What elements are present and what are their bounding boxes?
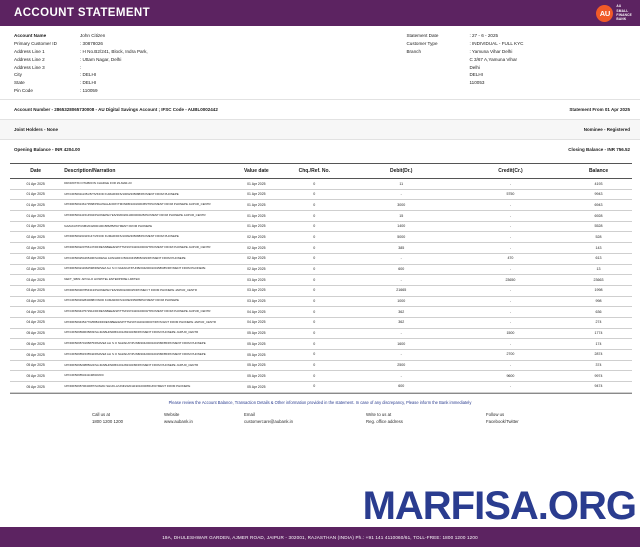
joint-holders-band bbox=[0, 119, 640, 139]
table-cell-date: 01 Apr 2025 bbox=[10, 189, 61, 200]
table-cell-value-date: 05 Apr 2025 bbox=[231, 381, 282, 392]
table-cell-chq: 0 bbox=[282, 285, 347, 296]
table-cell-chq: 0 bbox=[282, 200, 347, 211]
table-column-header: Debit(Dr.) bbox=[347, 164, 456, 179]
table-cell-debit: 21665 bbox=[347, 285, 456, 296]
table-column-header: Description/Narration bbox=[61, 164, 230, 179]
footer-column bbox=[366, 411, 486, 425]
table-header bbox=[10, 164, 632, 179]
table-cell-chq: 0 bbox=[282, 264, 347, 275]
table-cell-narration: UPI/DR/509141514504/PHONEPE/YES/39/002611000000025/PAYMENT FROM PHONEPE JAIPUR_CENTR bbox=[61, 211, 230, 222]
table-cell-chq: 0 bbox=[282, 328, 347, 339]
table-cell-chq: 0 bbox=[282, 211, 347, 222]
table-cell-value-date: 02 Apr 2025 bbox=[231, 264, 282, 275]
footer-column bbox=[164, 411, 244, 425]
table-cell-value-date: 01 Apr 2025 bbox=[231, 221, 282, 232]
table-cell-balance: 174 bbox=[565, 339, 632, 350]
info-label: Statement Date bbox=[406, 33, 439, 38]
table-cell-chq: 0 bbox=[282, 189, 347, 200]
table-cell-narration: UPI/CR/509599635833/SA.IRABHI/NDB/1001282334/86/PAYMENT FROM PHONEPE JAIPUR_CENTR bbox=[61, 328, 230, 339]
table-cell-narration: UPI/DR/509520885024/SA.IRABHI/NDB/1001282334/86/PAYMENT FROM PHONEPE JAIPUR_CENTR bbox=[61, 360, 230, 371]
table-cell-narration: UPI/DR/509570640087/SUMAN SHUKLA/UNIN/2201119010000651/PAYMENT FROM PHONEPE bbox=[61, 381, 230, 392]
account-info-row bbox=[14, 32, 406, 40]
table-cell-credit: - bbox=[456, 381, 565, 392]
table-column-header: Credit(Cr.) bbox=[456, 164, 565, 179]
info-label: Address Line 2 bbox=[14, 56, 45, 62]
info-value: : DELHI bbox=[80, 72, 97, 78]
statement-from-text: Statement From 01 Apr 2025 bbox=[569, 107, 630, 113]
table-cell-credit: - bbox=[456, 307, 565, 318]
account-number-band bbox=[0, 99, 640, 119]
page-title: ACCOUNT STATEMENT bbox=[14, 7, 151, 19]
table-cell-narration: UPI/CR/509254465406/SUDESH JAIN/HDFC/50100435865/029/PAYMENT FROM PHONEPE bbox=[61, 253, 230, 264]
footer-column bbox=[486, 411, 576, 425]
joint-holders-text: Joint Holders - None bbox=[14, 127, 59, 133]
table-cell-date: 01 Apr 2025 bbox=[10, 211, 61, 222]
table-cell-debit: 11 bbox=[347, 179, 456, 190]
table-row bbox=[10, 328, 632, 339]
table-cell-value-date: 01 Apr 2025 bbox=[231, 179, 282, 190]
table-cell-chq: 0 bbox=[282, 179, 347, 190]
table-cell-value-date: 04 Apr 2025 bbox=[231, 317, 282, 328]
table-cell-chq: 0 bbox=[282, 243, 347, 254]
info-value: : DELHI bbox=[80, 80, 97, 86]
table-row bbox=[10, 371, 632, 382]
footer-contact-strip bbox=[0, 409, 640, 428]
table-cell-credit: - bbox=[456, 285, 565, 296]
table-cell-chq: 0 bbox=[282, 349, 347, 360]
table-cell-debit: - bbox=[347, 253, 456, 264]
table-cell-date: 01 Apr 2025 bbox=[10, 200, 61, 211]
table-cell-narration: UPI/DR/509211962598/PARVEZ ALI S O NAZAKAT/PUNB/20420001001586/85/PAYMENT FROM PHONEPE bbox=[61, 264, 230, 275]
info-value: John Citizen bbox=[80, 33, 106, 38]
table-cell-credit: - bbox=[456, 360, 565, 371]
table-cell-value-date: 03 Apr 2025 bbox=[231, 275, 282, 286]
info-label: Pin Code bbox=[14, 88, 33, 94]
table-cell-narration: UPI/CR/509447572912/DFRESSBEE/ESP/TTM/1974420100000/TPAYMENT FROM PHONEPE JAIPUR_CENTR bbox=[61, 307, 230, 318]
footer-column-value[interactable]: customercare@aubank.in bbox=[244, 419, 294, 425]
branch-address-line: 110053 bbox=[469, 80, 485, 86]
table-cell-balance: 13 bbox=[565, 264, 632, 275]
table-cell-chq: 0 bbox=[282, 221, 347, 232]
table-cell-chq: 0 bbox=[282, 296, 347, 307]
table-cell-narration: UPI/CR/509553441198/0/0/0/0 bbox=[61, 371, 230, 382]
table-cell-chq: 0 bbox=[282, 253, 347, 264]
info-label: Address Line 3 bbox=[14, 64, 45, 70]
info-value: : H No.B2/241, Block, Indra Park, bbox=[80, 48, 148, 54]
table-cell-credit: - bbox=[456, 317, 565, 328]
account-info-right bbox=[406, 32, 630, 95]
info-label: Primary Customer ID bbox=[14, 40, 57, 46]
table-cell-date: 03 Apr 2025 bbox=[10, 285, 61, 296]
table-column-header: Chq./Ref. No. bbox=[282, 164, 347, 179]
table-cell-credit: - bbox=[456, 296, 565, 307]
footer-column-heading: Website bbox=[164, 412, 180, 418]
table-cell-credit: - bbox=[456, 264, 565, 275]
table-cell-value-date: 01 Apr 2025 bbox=[231, 189, 282, 200]
account-info-row bbox=[14, 40, 406, 48]
info-label: Address Line 1 bbox=[14, 48, 45, 54]
table-cell-narration: UPI/DR/509435477025884/DFRESSBEE/ESP/TTM/19744201000007/PAYM ENT FROM PHONEPE JAIPUR_CENTR bbox=[61, 317, 230, 328]
table-cell-chq: 0 bbox=[282, 317, 347, 328]
table-cell-value-date: 03 Apr 2025 bbox=[231, 285, 282, 296]
footer-column-value: Facebook/Twitter bbox=[486, 419, 519, 425]
table-cell-balance: 23663 bbox=[565, 275, 632, 286]
table-cell-debit: - bbox=[347, 349, 456, 360]
table-cell-value-date: 02 Apr 2025 bbox=[231, 232, 282, 243]
table-cell-date: 02 Apr 2025 bbox=[10, 264, 61, 275]
table-row bbox=[10, 360, 632, 371]
table-row bbox=[10, 232, 632, 243]
table-cell-balance: 9974 bbox=[565, 371, 632, 382]
table-cell-value-date: 01 Apr 2025 bbox=[231, 211, 282, 222]
table-row bbox=[10, 381, 632, 392]
table-row bbox=[10, 200, 632, 211]
info-label: Branch bbox=[406, 48, 422, 54]
footer-address-bar bbox=[0, 527, 640, 547]
table-cell-credit: 2700 bbox=[456, 349, 565, 360]
table-cell-debit: 1400 bbox=[347, 221, 456, 232]
table-cell-credit: 23650 bbox=[456, 275, 565, 286]
account-info-row bbox=[14, 48, 406, 56]
table-cell-debit: 2500 bbox=[347, 360, 456, 371]
table-cell-balance: 636 bbox=[565, 307, 632, 318]
table-row bbox=[10, 296, 632, 307]
table-cell-value-date: 01 Apr 2025 bbox=[231, 200, 282, 211]
table-cell-narration: UPI/DR/509307854313/PHONEPE/YES/39/002200025/PAYMEN T FROM PHONEPE JAIPUR_CENTR bbox=[61, 285, 230, 296]
table-cell-value-date: 03 Apr 2025 bbox=[231, 296, 282, 307]
opening-balance-text: Opening Balance - INR 4204.00 bbox=[14, 147, 81, 153]
info-label: State bbox=[14, 80, 25, 86]
table-cell-value-date: 02 Apr 2025 bbox=[231, 253, 282, 264]
account-info-row bbox=[14, 71, 406, 79]
table-cell-debit: - bbox=[347, 371, 456, 382]
footer-column bbox=[244, 411, 366, 425]
account-info-row bbox=[406, 32, 630, 40]
table-row bbox=[10, 243, 632, 254]
table-cell-debit: 5000 bbox=[347, 232, 456, 243]
table-cell-date: 02 Apr 2025 bbox=[10, 243, 61, 254]
table-cell-balance: 9943 bbox=[565, 189, 632, 200]
table-cell-date: 04 Apr 2025 bbox=[10, 307, 61, 318]
table-cell-date: 01 Apr 2025 bbox=[10, 179, 61, 190]
table-cell-narration: UPI/DR/509233115147/VINOD KUMAR/DFS/10092335088/PAYMENT FROM PHONEPE bbox=[61, 232, 230, 243]
branch-address-line: Delhi bbox=[469, 64, 480, 70]
table-cell-narration: NEFT_SBIN: APOLLO HOSPITEL ENTERPRISE LIMITED bbox=[61, 275, 230, 286]
info-label: Customer Type bbox=[406, 40, 438, 46]
bank-logo-text: AU SMALL FINANCE BANK bbox=[616, 4, 632, 22]
table-cell-value-date: 05 Apr 2025 bbox=[231, 360, 282, 371]
table-cell-date: 05 Apr 2025 bbox=[10, 381, 61, 392]
table-cell-debit: 1000 bbox=[347, 296, 456, 307]
transaction-table-section bbox=[0, 159, 640, 393]
footer-address-text: 19A, DHULESHWAR GARDEN, AJMER ROAD, JAIPUR - 302001, RAJASTHAN (INDIA) Ph.: +91 141 4110060/61, TOLL-FREE: 1800 1200 1200 bbox=[162, 534, 478, 540]
table-cell-balance: 613 bbox=[565, 253, 632, 264]
table-row bbox=[10, 211, 632, 222]
account-info-row bbox=[406, 48, 630, 56]
table-cell-date: 03 Apr 2025 bbox=[10, 296, 61, 307]
table-cell-chq: 0 bbox=[282, 275, 347, 286]
table-cell-credit: - bbox=[456, 243, 565, 254]
table-cell-debit: - bbox=[347, 328, 456, 339]
table-cell-debit: 385 bbox=[347, 243, 456, 254]
table-cell-narration: NAZAKAT/PUNB/20420001001586/85/PAYMENT FROM PHONEPE bbox=[61, 221, 230, 232]
account-info-row bbox=[14, 79, 406, 87]
footer-column-heading: Follow us bbox=[486, 412, 505, 418]
table-cell-balance: 9474 bbox=[565, 381, 632, 392]
table-cell-debit: 15 bbox=[347, 211, 456, 222]
table-cell-chq: 0 bbox=[282, 307, 347, 318]
table-cell-balance: 143 bbox=[565, 243, 632, 254]
footer-column-value: 1800 1200 1200 bbox=[92, 419, 124, 425]
table-cell-chq: 0 bbox=[282, 360, 347, 371]
account-info-row bbox=[406, 40, 630, 48]
account-number-text: Account Number - 2865328065730008 - AU Digital Savings Account ; IFSC Code - AUBL0002442 bbox=[14, 107, 218, 113]
branch-address-line: DELHI bbox=[469, 72, 483, 78]
table-cell-date: 02 Apr 2025 bbox=[10, 253, 61, 264]
table-row bbox=[10, 349, 632, 360]
table-cell-credit: 470 bbox=[456, 253, 565, 264]
table-cell-date: 01 Apr 2025 bbox=[10, 221, 61, 232]
disclaimer-text: Please review the Account Balance, Transaction Details & Other information provided in the statement. In case of any discrepancy, Please inform the Bank immediately bbox=[168, 399, 472, 405]
table-cell-credit: - bbox=[456, 339, 565, 350]
table-cell-value-date: 05 Apr 2025 bbox=[231, 371, 282, 382]
info-value: : Uttam Nagar, Delhi bbox=[80, 56, 122, 62]
table-cell-balance: 1774 bbox=[565, 328, 632, 339]
table-cell-balance: 528 bbox=[565, 232, 632, 243]
table-column-header: Value date bbox=[231, 164, 282, 179]
table-cell-credit: - bbox=[456, 179, 565, 190]
table-cell-narration: UPI/DR/509570195875/PARVEZ ALI S O NAZAKAT/PUNB/20420001001586/85/PAYMENT FROM PHONEPE bbox=[61, 339, 230, 350]
table-cell-credit: 1500 bbox=[456, 328, 565, 339]
table-cell-debit: 362 bbox=[347, 317, 456, 328]
info-value: : 27 - 6 - 2025 bbox=[469, 33, 499, 38]
table-cell-narration: UPI/CR/509111351/5/TIVINOD KUMAR/DFS/10092335088/PAYMENT FROM PHONEPE bbox=[61, 189, 230, 200]
info-value: : 110059 bbox=[80, 88, 98, 94]
table-cell-debit: 600 bbox=[347, 381, 456, 392]
table-column-header: Balance bbox=[565, 164, 632, 179]
au-logo-icon: AU bbox=[596, 5, 613, 22]
table-cell-narration: UPI/DR/509220756147/DFRESSBEE/ESP/TTM/1974420100000/TPAYMENT FROM PHONEPE JAIPUR_CENTR bbox=[61, 243, 230, 254]
table-cell-balance: 998 bbox=[565, 296, 632, 307]
table-row bbox=[10, 221, 632, 232]
table-cell-debit: 1600 bbox=[347, 339, 456, 350]
account-info-left bbox=[14, 32, 406, 95]
table-cell-chq: 0 bbox=[282, 232, 347, 243]
transaction-table bbox=[10, 163, 632, 392]
table-cell-credit: - bbox=[456, 232, 565, 243]
table-cell-chq: 0 bbox=[282, 339, 347, 350]
table-cell-narration: UPI/CR/509551535542/PARVEZ ALI S O NAZAKAT/PUNB/20420001001586/85/PAYMENT FROM PHONEPE bbox=[61, 349, 230, 360]
table-header-row bbox=[10, 164, 632, 179]
account-info-section bbox=[0, 26, 640, 99]
closing-balance-text: Closing Balance - INR 756.52 bbox=[568, 147, 630, 153]
table-cell-date: 05 Apr 2025 bbox=[10, 349, 61, 360]
table-cell-date: 05 Apr 2025 bbox=[10, 328, 61, 339]
table-cell-date: 05 Apr 2025 bbox=[10, 339, 61, 350]
table-row bbox=[10, 253, 632, 264]
table-cell-debit: - bbox=[347, 189, 456, 200]
table-cell-credit: - bbox=[456, 200, 565, 211]
table-row bbox=[10, 339, 632, 350]
table-row bbox=[10, 275, 632, 286]
table-cell-balance: 6928 bbox=[565, 211, 632, 222]
table-cell-date: 02 Apr 2025 bbox=[10, 232, 61, 243]
table-cell-balance: 5528 bbox=[565, 221, 632, 232]
table-cell-value-date: 05 Apr 2025 bbox=[231, 349, 282, 360]
info-value: : Yamuna Vihar Delhi bbox=[469, 48, 513, 54]
table-cell-debit: 600 bbox=[347, 264, 456, 275]
balance-band bbox=[0, 139, 640, 159]
table-cell-balance: 374 bbox=[565, 360, 632, 371]
footer-column bbox=[92, 411, 164, 425]
table-column-header: Date bbox=[10, 164, 61, 179]
table-cell-debit: - bbox=[347, 275, 456, 286]
table-row bbox=[10, 179, 632, 190]
bank-logo bbox=[596, 4, 632, 21]
table-cell-chq: 0 bbox=[282, 381, 347, 392]
footer-column-heading: Write to us at bbox=[366, 412, 392, 418]
info-label: Account Name bbox=[14, 33, 47, 38]
table-row bbox=[10, 189, 632, 200]
table-cell-narration: UPI/CR/509332840088/VINOD KUMAR/DFS/10092335088/PAYMENT FROM PHONEPE bbox=[61, 296, 230, 307]
table-cell-credit: 5750 bbox=[456, 189, 565, 200]
table-cell-balance: 4193 bbox=[565, 179, 632, 190]
info-value: : INDIVIDUAL - FULL KYC bbox=[469, 40, 524, 46]
table-body bbox=[10, 179, 632, 392]
table-cell-balance: 2874 bbox=[565, 349, 632, 360]
table-cell-value-date: 04 Apr 2025 bbox=[231, 307, 282, 318]
table-cell-balance: 1998 bbox=[565, 285, 632, 296]
table-cell-value-date: 05 Apr 2025 bbox=[231, 328, 282, 339]
table-cell-credit: 9600 bbox=[456, 371, 565, 382]
table-cell-date: 04 Apr 2025 bbox=[10, 317, 61, 328]
table-cell-balance: 6943 bbox=[565, 200, 632, 211]
table-cell-value-date: 05 Apr 2025 bbox=[231, 339, 282, 350]
table-row bbox=[10, 317, 632, 328]
footer-column-heading: Call us at bbox=[92, 412, 110, 418]
table-row bbox=[10, 307, 632, 318]
info-label: City bbox=[14, 72, 22, 78]
info-value: : 30878026 bbox=[80, 40, 103, 46]
table-cell-credit: - bbox=[456, 221, 565, 232]
table-cell-date: 05 Apr 2025 bbox=[10, 360, 61, 371]
table-cell-date: 05 Apr 2025 bbox=[10, 371, 61, 382]
table-cell-debit: 362 bbox=[347, 307, 456, 318]
table-cell-value-date: 02 Apr 2025 bbox=[231, 243, 282, 254]
table-cell-date: 03 Apr 2025 bbox=[10, 275, 61, 286]
branch-address-line: C 3/67 A,Yamuna Vihar bbox=[469, 56, 518, 62]
footer-column-heading: Email bbox=[244, 412, 255, 418]
footer-column-value[interactable]: www.aubank.in bbox=[164, 419, 193, 425]
footer-column-value: Reg. office address bbox=[366, 419, 403, 425]
account-info-row bbox=[14, 64, 406, 72]
table-row bbox=[10, 264, 632, 275]
info-value: : bbox=[80, 64, 82, 70]
table-cell-chq: 0 bbox=[282, 371, 347, 382]
table-cell-balance: 274 bbox=[565, 317, 632, 328]
table-cell-narration: DRCRDTXN OTHBKFIN CHARGE FOR 29-MAR-23 bbox=[61, 179, 230, 190]
nominee-text: Nominee - Registered bbox=[583, 127, 630, 133]
watermark-overlay: MARFISA.ORG bbox=[362, 484, 636, 528]
account-info-row bbox=[14, 87, 406, 95]
table-cell-narration: UPI/DR/509136173568/PRAJWAL&OPAYTM/INDB/1001906455/TIPAYMENT FROM PHONEPE JAIPUR_CENTR bbox=[61, 200, 230, 211]
table-cell-debit: 3000 bbox=[347, 200, 456, 211]
statement-header-bar bbox=[0, 0, 640, 26]
account-info-row bbox=[14, 56, 406, 64]
table-row bbox=[10, 285, 632, 296]
table-cell-credit: - bbox=[456, 211, 565, 222]
